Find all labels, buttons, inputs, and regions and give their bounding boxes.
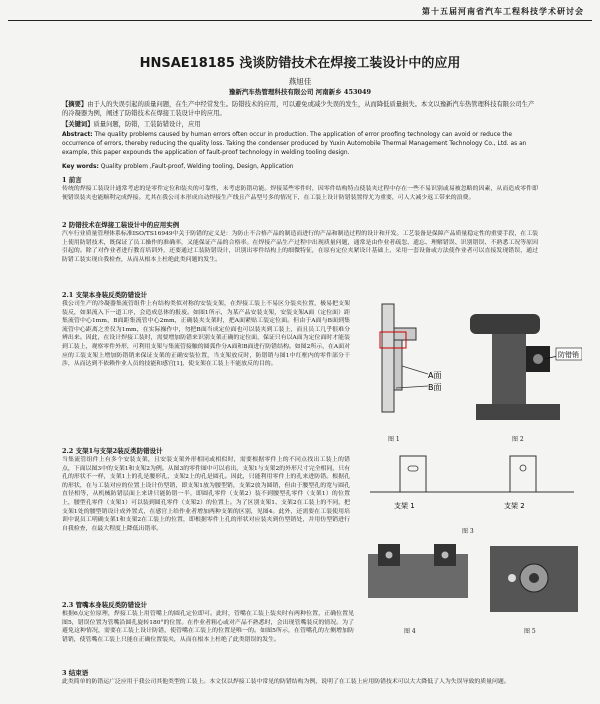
keywords-cn-text: 质量问题，防错，工装防错设计，应用 xyxy=(93,121,201,128)
fig2-fixture-body xyxy=(492,334,526,404)
running-header: 第十五届河南省汽车工程科技学术研讨会 xyxy=(422,6,584,16)
fig3-label-bracket1: 支架 1 xyxy=(394,502,415,510)
keywords-en-text: Quality problem ,Fault-proof, Welding tooling, Design, Application xyxy=(100,164,294,170)
keywords-cn-label: 【关键词】 xyxy=(62,121,94,128)
keywords-en xyxy=(62,163,538,172)
section-1-heading: 1 前言 xyxy=(62,176,82,184)
section-2-1-text: 我公司生产的冷凝器集流管组件上有结构类似对称的安装支架，在焊接工装上不易区分装夹位置，极易把支架装反，如果流入下一道工序，会造成总体的报废。如图1所示，为某产品安装支架，安装支架A面（定位面）距集流管中心1mm，B面距集流管中心2mm，正确装夹支架时，把A面紧贴工装定位面。但由于A面与B面到集流管中心距离之差仅为1mm，在实际操作中，勿把B面当成定位面也可以装夹到工装上，而且员工几乎很难分辨出来。因此，在设计焊接工装时，需要增加防错来识别支架正确的定位面，保证只有以A面为定位面时才能装到工装上，观察零件外形，可利用支架与集流管接触的圆弧作分A面和B面进行防错结构。如图2所示，在A面对应的工装支架上增加防错销来保证支架的正确安装位置，当支架放反时，防错销与图1中红框内的零件部分干涉，从而达到不依赖作业人员的技能和感官[1]，使支架在工装上不能放反的目的。 xyxy=(62,301,350,368)
fig3-bracket-2 xyxy=(510,456,536,492)
section-2-heading: 2 防错技术在焊接工装设计中的应用实例 xyxy=(62,221,180,229)
figure-3 xyxy=(360,446,582,524)
fig2-base xyxy=(476,404,560,420)
fig2-pin xyxy=(533,354,543,364)
abstract-en xyxy=(62,131,538,158)
author: 燕旭佳 xyxy=(288,77,312,86)
affiliation: 豫新汽车热管理科技有限公司 河南新乡 453049 xyxy=(228,88,372,96)
section-2-3-text: 根据6点定位原理，焊接工装上用管嘴上的圆孔定位即可。此时，管嘴在工装上装夹时有两种位置，正确位置见图5，错误位置为管嘴沿圆孔旋转180°的位置。在作业者粗心或对产品不熟悉时，会出现管嘴装反的情况。为了避免这种情况，需要在工装上设计防错，使管嘴在工装上的位置是唯一的。如图5所示，在管嘴孔的左侧增加防错销，使管嘴在工装上只能在正确位置装夹，从而在根本上杜绝了此类错误的发生。 xyxy=(62,611,354,643)
fig1-tube xyxy=(382,304,394,412)
abstract-en-text: The quality problems caused by human errors often occur in production. The application of error proofing technology can avoid or reduce the occurrence of errors, thereby reducing the quality loss. Taking the condenser produced by Yuxin Automobile Thermal Management Technology Co., Ltd. as an example, this paper expounds the application of fault-proof technology in welding tooling design. xyxy=(62,132,527,156)
keywords-cn xyxy=(62,120,538,129)
section-2-2-heading: 2.2 支架1与支架2装反类防错设计 xyxy=(62,447,163,455)
keywords-en-label: Key words: xyxy=(62,164,99,170)
fig3-round-hole xyxy=(520,465,526,471)
section-3-heading: 3 结束语 xyxy=(62,669,89,677)
figure-4-caption: 图 4 xyxy=(404,628,416,635)
fig1-leader-a xyxy=(402,366,428,374)
fig1-bracket-top xyxy=(394,328,416,340)
figure-4 xyxy=(364,536,474,622)
section-2-2-text: 当集流管组件上有多个安装支架，且安装支架外形相同或相似时，需要根据零件上的不同点找出工装上的错点，下面以图3中的支架1和支架2为例。从图3的零件图中可以看出，支架1与支架2的外形尺寸完全相同，只有孔的形状不一样，支架1上的孔是腰形孔，支架2上的孔是圆孔。因此，只能利用零件上的孔来进防错。根据孔的形状，在与工装对应的位置上设计仿型销，即支架1放为腰型销，支架2放为圆销，但由于腰型孔的宽与圆孔直径相等，从机械防错层面上来讲只能防错一半，即圆孔零件（支架2）装不到腰型孔零件（支架1）的位置上，腰型孔零件（支架1）可以装到圆孔零件（支架2）的位置上。为了区别支架1、支架2在工装上的不同，把支架1处的腰型销设计成外置式，在感官上给作业者增加两种支架的区别，见图4。此外，还需要在工装使用培训中说员工明确支架1和支架2在工装上的位置，即根据零件上孔的形状对应装夹到仿型销处，并用仿型销进行自我检查，在最大程度上降低出错率。 xyxy=(62,457,350,532)
section-2-1-heading: 2.1 支架本身装反类防错设计 xyxy=(62,291,148,299)
figure-1 xyxy=(360,298,460,428)
header-rule xyxy=(8,20,592,21)
fig2-label-pin: 防错销 xyxy=(558,351,579,359)
section-1-text: 传统的焊接工装设计通常考虑的是零件定位和装夹的可靠性，未考虑防错功能。焊接某些零件时，因零件结构特点使装夹过程中存在一些不易识别或易被忽略的因素，从而造成零件即便错误装夹也能顺利完成焊接。尤其在我公司本形成自动焊接生产线且产品型号多的情况下，在工装上设计防错装置得尤为重要，可人大减少返工带来的浪费。 xyxy=(62,186,538,201)
figure-5-caption: 图 5 xyxy=(524,628,536,635)
fig1-label-a: A面 xyxy=(428,371,442,380)
section-2-text: 汽车行业质量管理体系标准ISO/TS16949中关于防错的定义是：为防止不合格产品的制造而进行的产品和制造过程的设计和开发。工艺装备是保障产品质量稳定性的重要手段，在工装上使用防错技术，既保证了员工操作的准确率，又能保证产品的合格率。在焊接产品生产过程中出现质量问题，通常是由作业者疏忽、遗忘、理解错误、识别错误、不熟悉工况等原因引起的。除了对作业者进行教育培训外，还要通过工装防错设计，识别出零件结构上的细微特征，在原有定位夹紧设计基础上，采用一套设备或方法使作业者可以直接发现错误，通过防错工装实现自我检查，从而从根本上杜绝此类问题的发生。 xyxy=(62,231,538,263)
fig3-slot-hole xyxy=(408,466,418,471)
paper-title: HNSAE18185 浅谈防错技术在焊接工装设计中的应用 xyxy=(139,56,461,71)
abstract-cn-text: 由于人的失误引起的质量问题，在生产中经常发生。防错技术的应用，可以避免或减少失误的发生，从而降低质量损失。本文以豫新汽车热管理科技有限公司生产的冷凝器为例，阐述了防错技术在焊接工装设计中的应用。 xyxy=(62,101,535,117)
abstract-en-label: Abstract: xyxy=(62,132,93,138)
abstract-cn xyxy=(62,100,538,118)
section-2-3-heading: 2.3 管嘴本身装反类防错设计 xyxy=(62,601,148,609)
figure-2 xyxy=(462,296,582,431)
figure-2-caption: 图 2 xyxy=(512,436,524,443)
fig5-nozzle-hole xyxy=(529,573,539,583)
fig5-error-pin xyxy=(508,574,516,582)
figure-3-caption: 图 3 xyxy=(462,528,474,535)
abstract-cn-label: 【摘要】 xyxy=(62,101,88,108)
fig3-label-bracket2: 支架 2 xyxy=(504,502,525,510)
fig3-bracket-1 xyxy=(400,456,426,492)
fig2-clamp-arm xyxy=(470,314,540,334)
figure-1-caption: 图 1 xyxy=(388,436,400,443)
fig4-pin-1 xyxy=(386,552,393,559)
fig1-label-b: B面 xyxy=(428,383,442,392)
fig4-pin-2 xyxy=(442,552,449,559)
section-3-text: 此类简单的防错运广泛应用于我公司其他类型的工装上。本文仅以焊接工装中常见的防错结构为例，说明了在工装上应用防错技术可以大大降低了人为失误导致的质量问题。 xyxy=(62,679,510,685)
figure-5 xyxy=(484,536,584,622)
